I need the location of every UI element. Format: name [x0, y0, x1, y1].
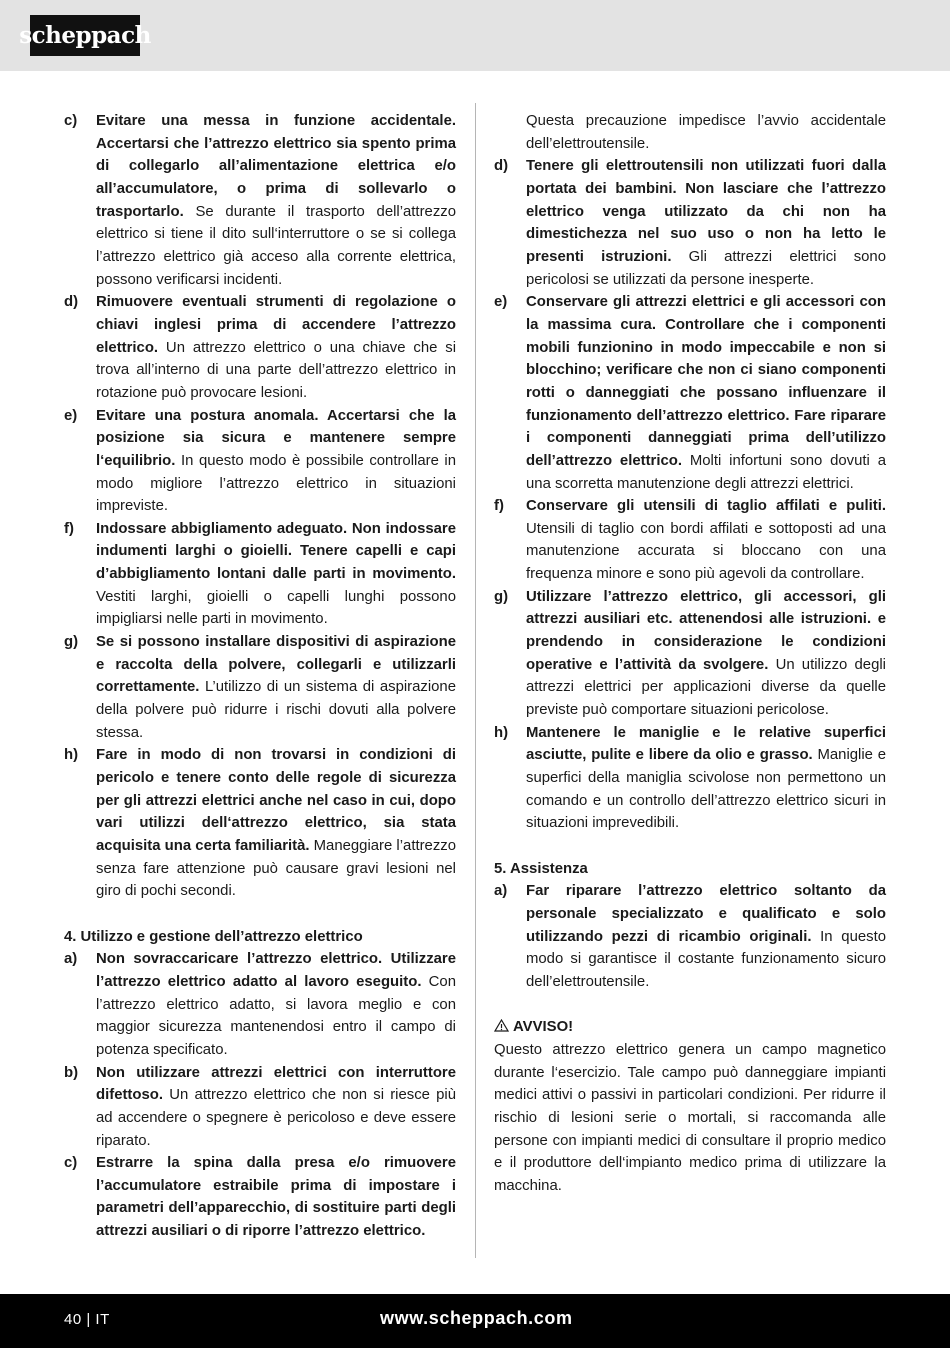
item-text: [526, 495, 886, 586]
item-bold: Conservare gli attrezzi elettrici e gli accessori con la massima cura. Controllare che i componenti mobili funzionino in modo impeccabile e non si blocchino; verificare che non ci siano componenti rotti o danneggiati che possano influenzare il funzionamento dell’attrezzo elettrico. Fare riparare i componenti danneggiati prima dell’utilizzo dell’attrezzo elettrico.: [526, 294, 886, 469]
item-body: Con l’attrezzo elettrico adatto, si lavora meglio e con maggior sicurezza mantenendosi entro il campo di potenza specificato.: [96, 973, 456, 1058]
list-item: [64, 948, 456, 1061]
list-item: [64, 110, 456, 291]
list-item: [494, 586, 886, 722]
section-title: 5. Assistenza: [494, 860, 588, 877]
item-bold: Estrarre la spina dalla presa e/o rimuovere l’accumulatore estraibile prima di impostare i parametri dell’apparecchio, di sostituire parti degli attrezzi ausiliari o di riporre l’attrezzo elettrico.: [96, 1155, 456, 1240]
list-item: [494, 722, 886, 835]
item-bold: Conservare gli utensili di taglio affilati e puliti.: [526, 498, 886, 515]
item-text: [96, 291, 456, 404]
list-item: [494, 880, 886, 993]
item-text: [96, 405, 456, 518]
continuation-text: Questa precauzione impedisce l’avvio accidentale dell’elettroutensile.: [526, 113, 886, 152]
item-bold: Far riparare l’attrezzo elettrico soltanto da personale specializzato e qualificato e solo utilizzando pezzi di ricambio originali.: [526, 883, 886, 945]
item-label: a): [64, 951, 78, 968]
item-bold: Rimuovere eventuali strumenti di regolazione o chiavi inglesi prima di accendere l’attrezzo elettrico.: [96, 294, 456, 356]
item-body: Utensili di taglio con bordi affilati e sottoposti ad una manutenzione accurata si bloccano con una frequenza minore e sono più agevoli da controllare.: [526, 520, 886, 583]
item-body: Vestiti larghi, gioielli o capelli lunghi possono impigliarsi nelle parti in movimento.: [96, 588, 456, 628]
item-bold: Non sovraccaricare l’attrezzo elettrico. Utilizzare l’attrezzo elettrico adatto al lavoro eseguito.: [96, 951, 456, 990]
list-item: [64, 518, 456, 631]
item-body: In questo modo è possibile controllare in modo migliore l’attrezzo elettrico in situazioni impreviste.: [96, 452, 456, 515]
item-body: Molti infortuni sono dovuti a una scorretta manutenzione degli attrezzi elettrici.: [526, 452, 886, 492]
item-body: Se durante il trasporto dell’attrezzo elettrico si tiene il dito sull‘interruttore o se si collega l’attrezzo elettrico già acceso alla corrente elettrica, possono verificarsi incidenti.: [96, 203, 456, 288]
item-bold: Se si possono installare dispositivi di aspirazione e raccolta della polvere, collegarli e utilizzarli correttamente.: [96, 634, 456, 696]
item-text: [96, 631, 456, 744]
list-item: [64, 405, 456, 518]
list-item: [494, 155, 886, 291]
item-label: g): [64, 634, 79, 651]
item-bold: Utilizzare l’attrezzo elettrico, gli accessori, gli attrezzi ausiliari etc. attenendosi alle istruzioni. e prendendo in considerazione le condizioni operative e l’attività da svolgere.: [526, 588, 886, 673]
list-item: [64, 291, 456, 404]
list-item: [64, 631, 456, 744]
item-text: [526, 722, 886, 835]
warning-text: Questo attrezzo elettrico genera un campo magnetico durante l‘esercizio. Tale campo può danneggiare impianti medici attivi o passivi in particolari condizioni. Per ridurre il rischio di lesioni serie o mortali, si raccomanda alle persone con impianti medici di consultare il proprio medico e il produttore dell‘impianto medico prima di utilizzare la macchina.: [494, 1041, 886, 1194]
item-bold: Non utilizzare attrezzi elettrici con interruttore difettoso.: [96, 1064, 456, 1104]
list-item: [64, 1062, 456, 1153]
item-body: L’utilizzo di un sistema di aspirazione della polvere può ridurre i rischi dovuti alla polvere stessa.: [96, 679, 456, 741]
column-divider: [475, 103, 476, 1258]
item-label: h): [64, 747, 79, 764]
item-label: f): [64, 520, 74, 537]
item-body: Maniglie e superfici della maniglia scivolose non permettono un comando e un controllo dell’attrezzo elettrico sicuri in situazioni imprevedibili.: [526, 747, 887, 832]
item-bold: Fare in modo di non trovarsi in condizioni di pericolo e tenere conto delle regole di sicurezza per gli attrezzi elettrici anche nel caso in cui, dopo vari utilizzi dell‘attrezzo elettrico, sia stata acquisita una certa familiarità.: [96, 747, 456, 854]
item-label: f): [494, 498, 504, 515]
item-label: c): [64, 113, 78, 129]
item-label: h): [494, 724, 509, 741]
item-label: g): [494, 588, 509, 605]
page-header: [0, 0, 950, 71]
section-title: 4. Utilizzo e gestione dell’attrezzo elettrico: [64, 928, 363, 945]
warning-triangle-icon: [494, 1016, 509, 1039]
item-body: Maneggiare l’attrezzo senza fare attenzione può causare gravi lesioni nel giro di pochi secondi.: [96, 838, 457, 900]
item-text: [96, 744, 456, 903]
item-body: Un attrezzo elettrico o una chiave che si trova all’interno di una parte dell’attrezzo elettrico in rotazione può provocare lesioni.: [96, 339, 456, 401]
item-label: e): [64, 407, 78, 424]
item-body: In questo modo si garantisce il costante funzionamento sicuro dell’elettroutensile.: [526, 928, 886, 990]
item-text: [96, 1152, 456, 1243]
item-bold: Indossare abbigliamento adeguato. Non indossare indumenti larghi o gioielli. Tenere capelli e capi d’abbigliamento lontani dalle parti in movimento.: [96, 520, 456, 583]
item-body: Un utilizzo degli attrezzi elettrici per applicazioni diverse da quelle previste può comportare situazioni pericolose.: [526, 656, 886, 719]
warning-title: AVVISO!: [513, 1019, 574, 1036]
item-label: a): [494, 883, 508, 900]
list-item: [64, 1152, 456, 1243]
item-label: b): [64, 1064, 79, 1081]
brand-logo: scheppach: [30, 15, 140, 56]
item-bold: Tenere gli elettroutensili non utilizzati fuori dalla portata dei bambini. Non lasciare che l’attrezzo elettrico venga utilizzato da chi non ha dimestichezza nel suo uso o non ha letto le presenti istruzioni.: [526, 158, 886, 265]
right-column: [494, 110, 886, 1197]
item-text: [96, 948, 456, 1061]
item-bold: Evitare una messa in funzione accidentale. Accertarsi che l’attrezzo elettrico sia spento prima di collegarlo all’alimentazione elettrica e/o all’accumulatore, o prima di sollevarlo o trasportarlo.: [96, 113, 456, 220]
website-link[interactable]: www.scheppach.com: [380, 1308, 573, 1328]
item-text: [96, 1062, 456, 1153]
item-label: d): [494, 158, 509, 175]
item-bold: Mantenere le maniglie e le relative superfici asciutte, pulite e libere da olio e grasso.: [526, 724, 886, 764]
item-label: c): [64, 1155, 78, 1172]
item-text: [96, 110, 456, 291]
item-body: Gli attrezzi elettrici sono pericolosi se utilizzati da persone inesperte.: [526, 248, 886, 288]
list-item: [494, 291, 886, 495]
item-text: [526, 586, 886, 722]
page-footer: [0, 1294, 950, 1348]
item-bold: Evitare una postura anomala. Accertarsi che la posizione sia sicura e mantenere sempre l‘equilibrio.: [96, 407, 456, 469]
left-column: [64, 110, 456, 1243]
item-text: [526, 880, 886, 993]
warning-heading: [494, 1016, 886, 1039]
list-item: [64, 744, 456, 903]
item-text: [526, 291, 886, 495]
list-item: [494, 495, 886, 586]
item-body: Un attrezzo elettrico che non si riesce più ad accendere o spegnere è pericoloso e deve essere riparato.: [96, 1087, 456, 1149]
item-text: [526, 155, 886, 291]
item-text: [96, 518, 456, 631]
item-label: d): [64, 294, 79, 311]
page-number: 40 | IT: [64, 1311, 110, 1328]
item-label: e): [494, 294, 508, 311]
